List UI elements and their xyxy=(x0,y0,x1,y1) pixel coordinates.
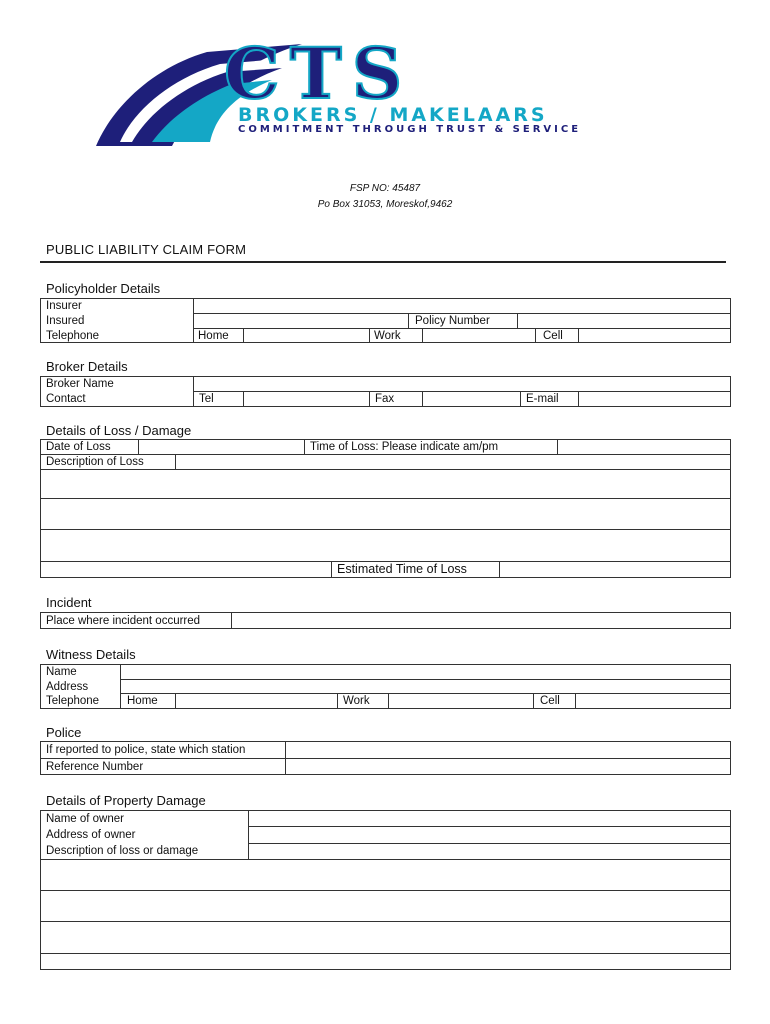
broker-tel-field[interactable] xyxy=(244,392,368,406)
owner-address-label: Address of owner xyxy=(46,829,136,841)
place-of-incident-field[interactable] xyxy=(232,613,730,628)
table-rule xyxy=(337,693,338,709)
witness-home-field[interactable] xyxy=(176,694,336,708)
police-heading: Police xyxy=(46,725,82,740)
date-of-loss-label: Date of Loss xyxy=(46,441,111,453)
table-rule xyxy=(408,313,409,328)
form-title: PUBLIC LIABILITY CLAIM FORM xyxy=(46,242,247,257)
title-divider xyxy=(40,261,726,263)
company-logo xyxy=(92,32,692,150)
witness-name-label: Name xyxy=(46,666,77,678)
table-rule xyxy=(369,328,370,343)
witness-heading: Witness Details xyxy=(46,647,136,662)
broker-email-field[interactable] xyxy=(579,392,730,406)
postal-address: Po Box 31053, Moreskof,9462 xyxy=(317,199,453,210)
witness-home-label: Home xyxy=(127,695,158,707)
time-of-loss-field[interactable] xyxy=(558,440,730,454)
witness-work-field[interactable] xyxy=(389,694,532,708)
date-of-loss-field[interactable] xyxy=(139,440,303,454)
police-station-field[interactable] xyxy=(286,742,730,758)
tel-label: Tel xyxy=(199,393,214,405)
description-of-loss-label: Description of Loss xyxy=(46,456,144,468)
witness-telephone-label: Telephone xyxy=(46,695,100,707)
table-rule xyxy=(535,328,536,343)
work-phone-field[interactable] xyxy=(423,329,534,343)
broker-name-label: Broker Name xyxy=(46,378,114,390)
insurer-field[interactable] xyxy=(194,299,730,313)
table-rule xyxy=(520,391,521,407)
policy-number-label: Policy Number xyxy=(415,315,490,327)
contact-label: Contact xyxy=(46,393,86,405)
logo-tagline-brokers: BROKERS / MAKELAARS xyxy=(238,104,548,126)
cell-label: Cell xyxy=(543,330,563,342)
email-label: E-mail xyxy=(526,393,559,405)
witness-work-label: Work xyxy=(343,695,370,707)
owner-name-label: Name of owner xyxy=(46,813,124,825)
estimated-time-label: Estimated Time of Loss xyxy=(337,562,467,576)
cell-phone-field[interactable] xyxy=(579,329,730,343)
broker-name-field[interactable] xyxy=(194,377,730,391)
reference-number-field[interactable] xyxy=(286,759,730,775)
reference-number-label: Reference Number xyxy=(46,761,144,773)
policyholder-heading: Policyholder Details xyxy=(46,281,161,296)
fsp-number: FSP NO: 45487 xyxy=(349,183,421,194)
damage-description-label: Description of loss or damage xyxy=(46,845,199,857)
description-of-loss-field[interactable] xyxy=(176,455,730,469)
owner-address-field[interactable] xyxy=(249,827,730,843)
estimated-time-field[interactable] xyxy=(500,562,730,578)
telephone-label: Telephone xyxy=(46,330,100,342)
broker-heading: Broker Details xyxy=(46,359,128,374)
witness-cell-field[interactable] xyxy=(576,694,730,708)
policy-number-field[interactable] xyxy=(518,314,730,328)
insured-label: Insured xyxy=(46,315,85,327)
logo-tagline-commitment: COMMITMENT THROUGH TRUST & SERVICE xyxy=(238,124,582,135)
owner-name-field[interactable] xyxy=(249,811,730,826)
property-heading: Details of Property Damage xyxy=(46,793,206,808)
insured-field[interactable] xyxy=(194,314,407,328)
witness-address-field[interactable] xyxy=(121,680,730,693)
police-station-label: If reported to police, state which station xyxy=(46,744,246,756)
logo-letters: CTS xyxy=(224,32,413,115)
time-of-loss-label: Time of Loss: Please indicate am/pm xyxy=(310,441,499,453)
fax-label: Fax xyxy=(375,393,395,405)
broker-fax-field[interactable] xyxy=(423,392,519,406)
table-rule xyxy=(304,439,305,454)
table-rule xyxy=(533,693,534,709)
incident-heading: Incident xyxy=(46,595,92,610)
loss-heading: Details of Loss / Damage xyxy=(46,423,192,438)
home-label: Home xyxy=(198,330,229,342)
damage-description-field[interactable] xyxy=(249,844,730,859)
witness-name-field[interactable] xyxy=(121,665,730,679)
home-phone-field[interactable] xyxy=(244,329,368,343)
work-label: Work xyxy=(374,330,401,342)
table-rule xyxy=(369,391,370,407)
witness-address-label: Address xyxy=(46,681,89,693)
table-rule xyxy=(331,561,332,578)
insurer-label: Insurer xyxy=(46,300,82,312)
description-of-loss-area[interactable] xyxy=(41,470,730,561)
place-of-incident-label: Place where incident occurred xyxy=(46,615,201,627)
witness-cell-label: Cell xyxy=(540,695,560,707)
damage-description-area[interactable] xyxy=(41,860,730,969)
